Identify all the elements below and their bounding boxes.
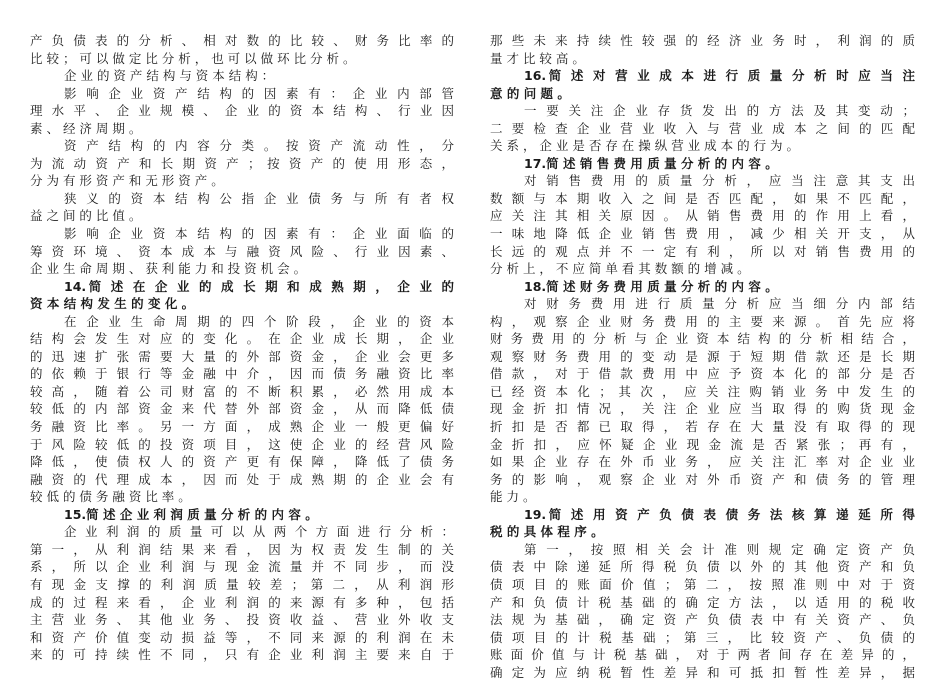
body-text-line: 主 营 业 务 、 其 他 业 务 、 投 资 收 益 、 营 业 外 收 支 bbox=[30, 612, 454, 628]
body-text-line: 产 和 负 债 计 税 基 础 的 确 定 方 法 ， 以 适 用 的 税 收 bbox=[490, 594, 915, 610]
body-text-line: 素 、 经 济 周 期 。 bbox=[30, 120, 142, 136]
body-text-line: 影 响 企 业 资 产 结 构 的 因 素 有 ： 企 业 内 部 管 bbox=[64, 85, 454, 101]
body-text-line: 金 折 扣 ， 应 怀 疑 企 业 现 金 流 是 否 紧 张 ； 再 有 ， bbox=[490, 436, 915, 452]
body-text-line: 产 负 债 表 的 分 析 、 相 对 数 的 比 较 、 财 务 比 率 的 bbox=[30, 33, 454, 48]
body-text-line: 结 构 会 发 生 对 应 的 变 化 。 在 企 业 成 长 期 ， 企 业 bbox=[30, 331, 454, 347]
body-text-line: 如 果 企 业 存 在 外 币 业 务 ， 应 关 注 汇 率 对 企 业 业 bbox=[490, 454, 915, 470]
body-text-line: 较 高 ， 随 着 公 司 财 富 的 不 断 积 累 ， 必 然 用 成 本 bbox=[30, 383, 454, 399]
section-heading-line: 意 的 问 题 。 bbox=[490, 85, 570, 101]
body-text-line: 确 定 为 应 纳 税 暂 性 差 异 和 可 抵 扣 暂 性 差 异 ， 据 bbox=[490, 664, 915, 680]
body-text-line: 一 味 地 降 低 企 业 销 售 费 用 ， 减 少 相 关 开 支 ， 从 bbox=[490, 226, 915, 242]
body-text-line: 已 经 资 本 化 ； 其 次 ， 应 关 注 购 销 业 务 中 发 生 的 bbox=[490, 383, 915, 399]
body-text-line: 比 较 ； 可 以 做 定 比 分 析 ， 也 可 以 做 环 比 分 析 。 bbox=[30, 50, 356, 66]
section-heading-line: 17.简 述 销 售 费 用 质 量 分 析 的 内 容 。 bbox=[524, 155, 778, 171]
body-text-line: 对 销 售 费 用 的 质 量 分 析 ， 应 当 注 意 其 支 出 bbox=[524, 173, 915, 189]
body-text-line: 理 水 平 、 企 业 规 模 、 企 业 的 资 本 结 构 、 行 业 因 bbox=[30, 103, 454, 119]
body-text-line: 关 系 ， 企 业 是 否 存 在 操 纵 营 业 成 本 的 行 为 。 bbox=[490, 138, 800, 154]
body-text-line: 数 额 与 本 期 收 入 之 间 是 否 匹 配 ， 如 果 不 匹 配 ， bbox=[490, 190, 915, 206]
section-heading-line: 16.简 述 对 营 业 成 本 进 行 质 量 分 析 时 应 当 注 bbox=[524, 68, 915, 84]
body-text-line: 系 ， 所 以 企 业 利 润 与 现 金 流 量 并 不 同 步 ， 而 没 bbox=[30, 559, 454, 575]
body-text-line: 成 的 过 程 来 看 ， 企 业 利 润 的 来 源 有 多 种 ， 包 括 bbox=[30, 594, 454, 610]
body-text-line: 益 之 间 的 比 值 。 bbox=[30, 208, 142, 224]
body-text-line: 债 表 中 除 递 延 所 得 税 负 债 以 外 的 其 他 资 产 和 负 bbox=[490, 559, 915, 575]
body-text-line: 狭 义 的 资 本 结 构 公 指 企 业 债 务 与 所 有 者 权 bbox=[64, 190, 454, 206]
body-text-line: 第 一 ， 从 利 润 结 果 来 看 ， 因 为 权 责 发 生 制 的 关 bbox=[30, 541, 454, 557]
body-text-line: 财 务 费 用 的 分 析 与 企 业 资 本 结 构 的 分 析 相 结 合 ， bbox=[490, 331, 915, 347]
section-heading-line: 15.简 述 企 业 利 润 质 量 分 析 的 内 容 。 bbox=[64, 506, 318, 522]
body-text-line: 对 财 务 费 用 进 行 质 量 分 析 应 当 细 分 内 部 结 bbox=[524, 296, 915, 312]
body-text-line: 较 低 的 债 务 融 资 比 率 。 bbox=[30, 489, 191, 505]
body-text-line: 折 扣 是 否 都 已 取 得 ， 若 存 在 大 量 没 有 取 得 的 现 bbox=[490, 419, 915, 435]
body-text-line: 企 业 利 润 的 质 量 可 以 从 两 个 方 面 进 行 分 析 ： bbox=[64, 524, 454, 540]
body-text-line: 能 力 。 bbox=[490, 489, 536, 505]
body-text-line: 的 依 赖 于 银 行 等 金 融 中 介 ， 因 而 债 务 融 资 比 率 bbox=[30, 366, 454, 382]
body-text-line: 影 响 企 业 资 本 结 构 的 因 素 有 ： 企 业 面 临 的 bbox=[64, 226, 454, 242]
body-text-line: 一 要 关 注 企 业 存 货 发 出 的 方 法 及 其 变 动 ； bbox=[524, 103, 915, 119]
body-text-line: 在 企 业 生 命 周 期 的 四 个 阶 段 ， 企 业 的 资 本 bbox=[64, 313, 454, 329]
section-heading-line: 税 的 具 体 程 序 。 bbox=[490, 524, 604, 540]
body-text-line: 的 迅 速 扩 张 需 要 大 量 的 外 部 资 金 ， 企 业 会 更 多 bbox=[30, 348, 454, 364]
section-heading-line: 18.简 述 财 务 费 用 质 量 分 析 的 内 容 。 bbox=[524, 278, 778, 294]
body-text-line: 较 低 的 内 部 资 金 来 代 替 外 部 资 金 ， 从 而 降 低 债 bbox=[30, 401, 454, 417]
body-text-line: 应 关 注 其 相 关 原 因 。 从 销 售 费 用 的 作 用 上 看 ， bbox=[490, 208, 915, 224]
body-text-line: 借 款 ， 对 于 借 款 费 用 中 应 予 资 本 化 的 部 分 是 否 bbox=[490, 366, 915, 382]
section-heading-line: 资 本 结 构 发 生 的 变 化 。 bbox=[30, 296, 195, 312]
body-text-line: 来 的 可 持 续 性 不 同 ， 只 有 企 业 利 润 主 要 来 自 于 bbox=[30, 647, 454, 663]
body-text-line: 务 的 影 响 ， 观 察 企 业 对 外 币 资 产 和 债 务 的 管 理 bbox=[490, 471, 915, 487]
body-text-line: 第 一 ， 按 照 相 关 会 计 准 则 规 定 确 定 资 产 负 bbox=[524, 541, 915, 557]
body-text-line: 观 察 财 务 费 用 的 变 动 是 源 于 短 期 借 款 还 是 长 期 bbox=[490, 348, 915, 364]
body-text-line: 务 融 资 比 率 。 另 一 方 面 ， 成 熟 企 业 一 般 更 偏 好 bbox=[30, 419, 454, 435]
body-text-line: 那 些 未 来 持 续 性 较 强 的 经 济 业 务 时 ， 利 润 的 质 bbox=[490, 33, 915, 48]
body-text-line: 分 为 有 形 资 产 和 无 形 资 产 。 bbox=[30, 173, 224, 189]
body-text-line: 筹 资 环 境 、 资 本 成 本 与 融 资 风 险 、 行 业 因 素 、 bbox=[30, 243, 454, 259]
body-text-line: 构 ， 观 察 企 业 财 务 费 用 的 主 要 来 源 。 首 先 应 将 bbox=[490, 313, 915, 329]
body-text-line: 账 面 价 值 与 计 税 基 础 ， 对 于 两 者 间 存 在 差 异 的 ， bbox=[490, 647, 915, 663]
body-text-line: 为 流 动 资 产 和 长 期 资 产 ； 按 资 产 的 使 用 形 态 ， bbox=[30, 155, 454, 171]
body-text-line: 和 资 产 价 值 变 动 损 益 等 ， 不 同 来 源 的 利 润 在 未 bbox=[30, 629, 454, 645]
body-text-line: 资 产 结 构 的 内 容 分 类 。 按 资 产 流 动 性 ， 分 bbox=[64, 138, 454, 154]
body-text-line: 长 远 的 观 点 并 不 一 定 有 利 ， 所 以 对 销 售 费 用 的 bbox=[490, 243, 915, 259]
section-heading-line: 14.简 述 在 企 业 的 成 长 期 和 成 熟 期 ， 企 业 的 bbox=[64, 278, 454, 294]
body-text-line: 现 金 折 扣 情 况 ， 关 注 企 业 应 当 取 得 的 购 货 现 金 bbox=[490, 401, 915, 417]
body-text-line: 企 业 的 资 产 结 构 与 资 本 结 构 ： bbox=[64, 68, 275, 84]
body-text-line: 分 析 上 ， 不 应 简 单 看 其 数 额 的 增 减 。 bbox=[490, 261, 750, 277]
body-text-line: 债 项 目 的 账 面 价 值 ； 第 二 ， 按 照 准 则 中 对 于 资 bbox=[490, 576, 915, 592]
right-text-column bbox=[490, 32, 915, 681]
body-text-line: 降 低 ， 使 债 权 人 的 资 产 更 有 保 障 ， 降 低 了 债 务 bbox=[30, 454, 454, 470]
section-heading-line: 19.简 述 用 资 产 负 债 表 债 务 法 核 算 递 延 所 得 bbox=[524, 506, 915, 522]
left-text-column bbox=[30, 32, 454, 664]
body-text-line: 二 要 检 查 企 业 营 业 收 入 与 营 业 成 本 之 间 的 匹 配 bbox=[490, 120, 915, 136]
body-text-line: 法 规 为 基 础 ， 确 定 资 产 负 债 表 中 有 关 资 产 、 负 bbox=[490, 612, 915, 628]
body-text-line: 企 业 生 命 周 期 、 获 利 能 力 和 投 资 机 会 。 bbox=[30, 261, 307, 277]
body-text-line: 有 现 金 支 撑 的 利 润 质 量 较 差 ； 第 二 ， 从 利 润 形 bbox=[30, 576, 454, 592]
body-text-line: 债 项 目 的 计 税 基 础 ； 第 三 ， 比 较 资 产 、 负 债 的 bbox=[490, 629, 915, 645]
body-text-line: 于 风 险 较 低 的 投 资 项 目 ， 这 使 企 业 的 经 营 风 险 bbox=[30, 436, 454, 452]
body-text-line: 量 才 比 较 高 。 bbox=[490, 50, 585, 66]
body-text-line: 融 资 的 代 理 成 本 ， 因 而 处 于 成 熟 期 的 企 业 会 有 bbox=[30, 471, 454, 487]
